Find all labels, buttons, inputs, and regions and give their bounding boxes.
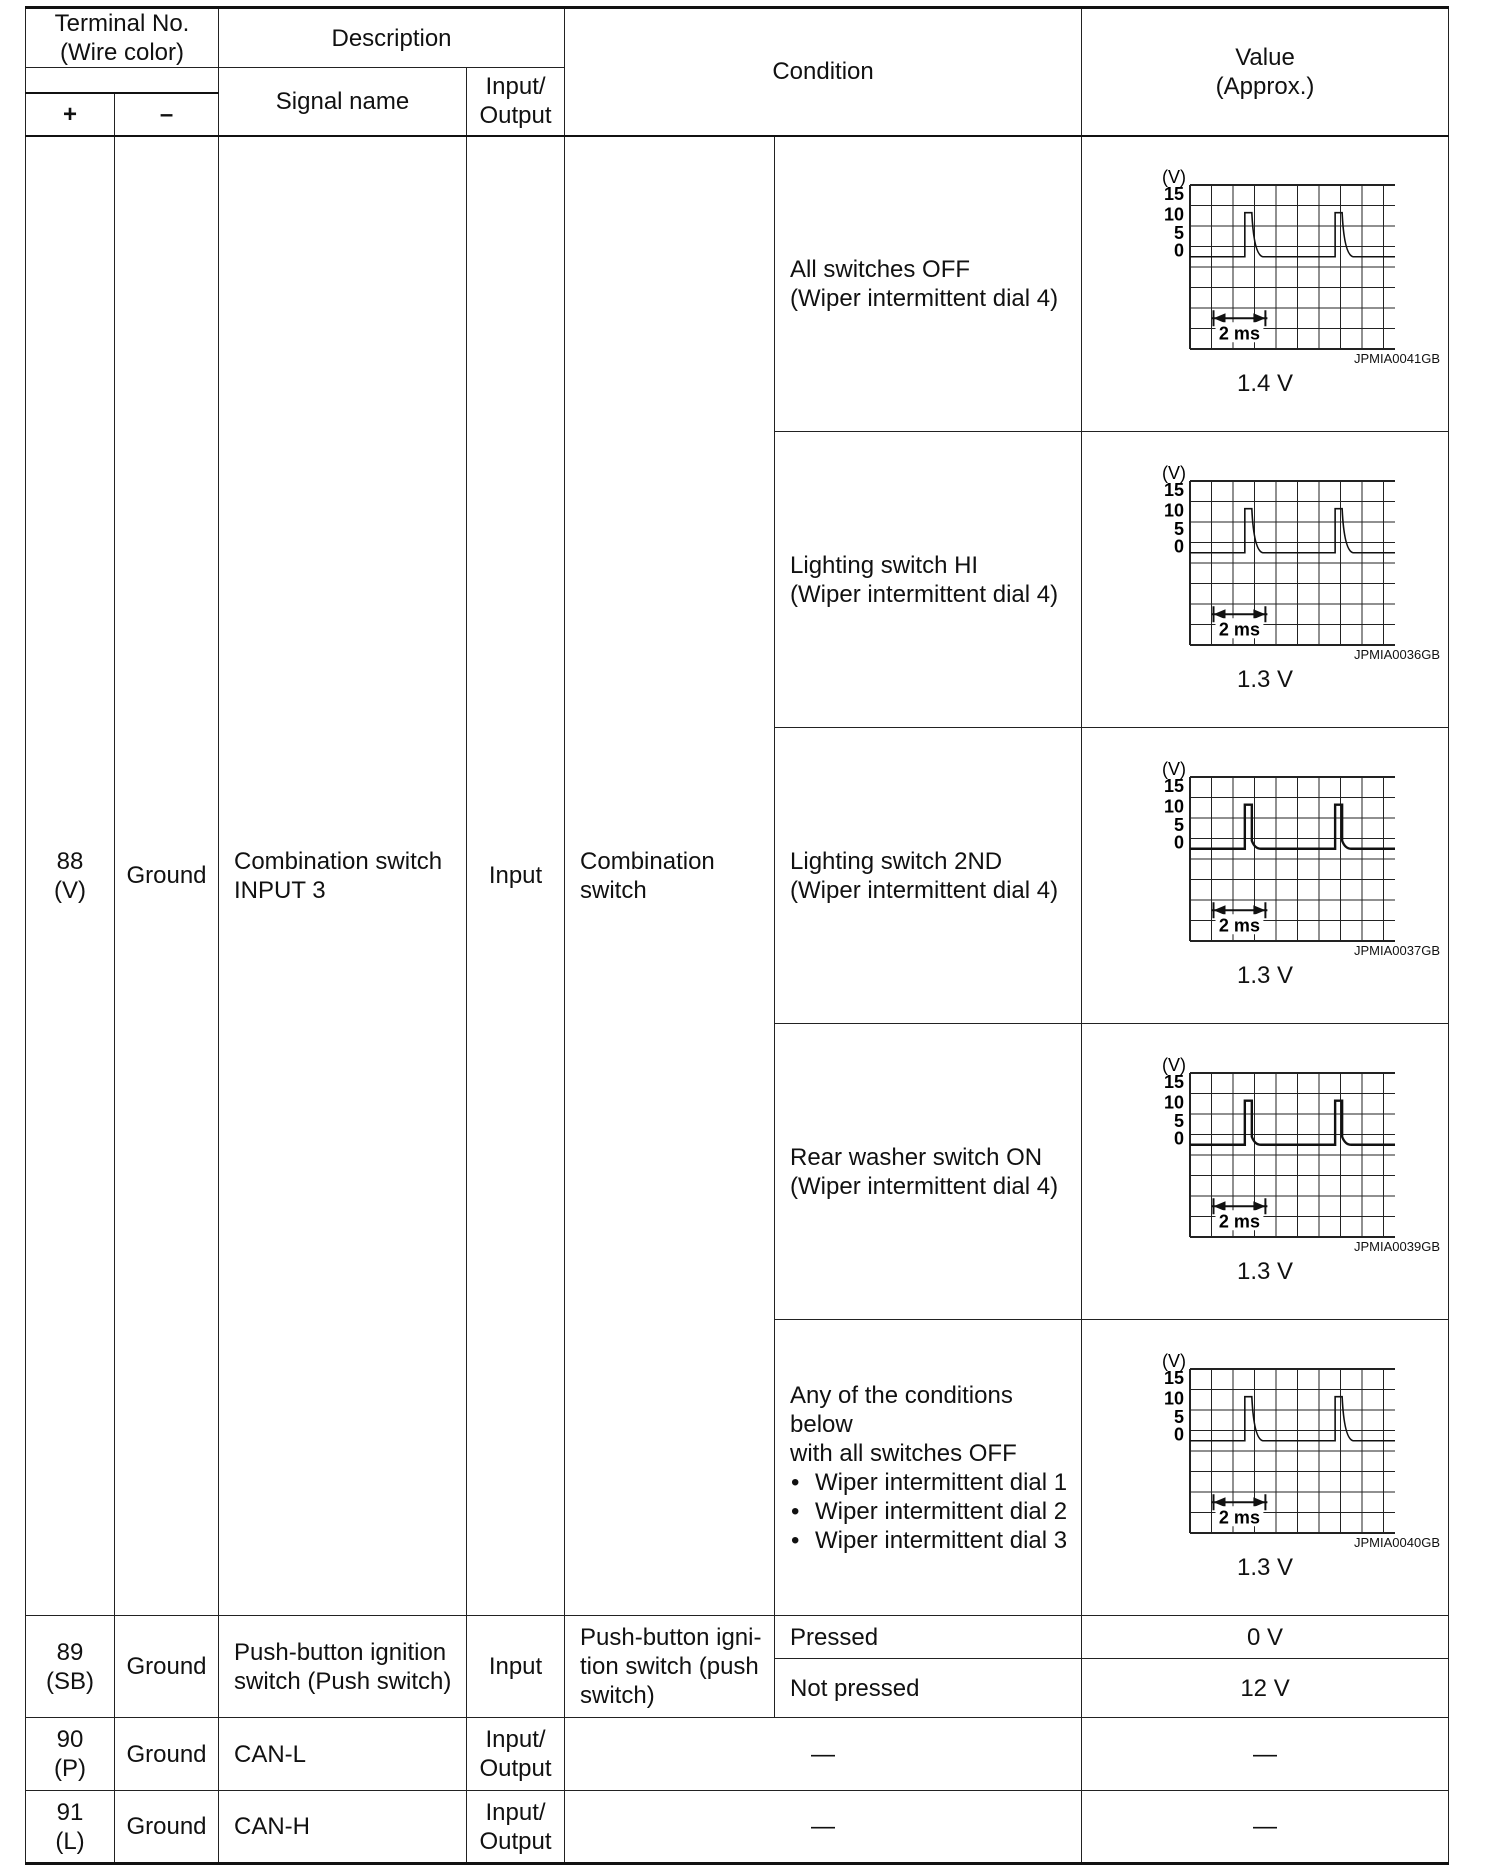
io-91: Input/ Output [467,1791,565,1864]
axis-tick-label: 10 [1163,796,1185,817]
value-text: 1.3 V [1236,962,1294,989]
time-scale-label: 2 ms [1218,1211,1260,1232]
header-value: Value (Approx.) [1082,8,1449,136]
waveform-graph [1135,1351,1395,1541]
value-88-2 [1082,728,1449,1024]
waveform-graph [1135,759,1395,949]
subcondition-88-0: All switches OFF (Wiper intermittent dial 4) [775,136,1082,432]
subcondition-88-3: Rear washer switch ON (Wiper intermittent dial 4) [775,1024,1082,1320]
condition-90: — [565,1718,1082,1791]
condition-group-89: Push-button igni- tion switch (push switch) [565,1616,775,1718]
header-minus: – [115,93,219,136]
axis-unit-label: (V) [1162,1055,1187,1075]
header-plus: + [26,93,115,136]
value-text: 1.3 V [1236,1258,1294,1285]
value-88-1 [1082,432,1449,728]
axis-tick-label: 10 [1163,500,1185,521]
value-text: 1.3 V [1236,1554,1294,1581]
signal-89: Push-button ignition switch (Push switch) [219,1616,467,1718]
axis-unit-label: (V) [1162,1351,1187,1371]
value-text: 1.4 V [1236,370,1294,398]
value-91: — [1082,1791,1449,1864]
waveform-trace [1190,1397,1395,1441]
axis-unit-label: (V) [1162,759,1187,779]
figure-id: JPMIA0037GB [1354,943,1441,958]
dial-bullet-list [790,1468,1075,1555]
condition-91: — [565,1791,1082,1864]
figure-id: JPMIA0036GB [1354,647,1441,662]
axis-tick-label: 5 [1174,519,1185,539]
time-scale-label: 2 ms [1218,915,1260,936]
terminal-90: 90 (P) [26,1718,115,1791]
signal-90: CAN-L [219,1718,467,1791]
value-88-3 [1082,1024,1449,1320]
axis-tick-label: 15 [1163,776,1185,796]
terminal-89: 89 (SB) [26,1616,115,1718]
value-88-4 [1082,1320,1449,1616]
value-pressed: 0 V [1082,1616,1449,1659]
axis-tick-label: 0 [1174,536,1185,557]
waveform-trace [1190,1101,1395,1145]
axis-unit-label: (V) [1162,167,1187,188]
state-pressed: Pressed [775,1616,1082,1659]
header-input-output: Input/ Output [467,68,565,136]
axis-tick-label: 10 [1163,1092,1185,1113]
bullet-item: • Wiper intermittent dial 2 [790,1497,1075,1526]
waveform-trace [1190,509,1395,553]
signal-91: CAN-H [219,1791,467,1864]
header-signal-name: Signal name [219,68,467,136]
axis-tick-label: 0 [1174,832,1185,853]
figure-id: JPMIA0041GB [1354,351,1441,367]
terminal-spec-table [25,6,1449,1865]
terminal-91: 91 (L) [26,1791,115,1864]
axis-tick-label: 10 [1163,204,1185,225]
bullet-item: • Wiper intermittent dial 3 [790,1526,1075,1555]
subcondition-88-1: Lighting switch HI (Wiper intermittent dial 4) [775,432,1082,728]
axis-tick-label: 15 [1163,184,1185,205]
waveform-graph [1135,463,1395,653]
waveform-graph [1135,1055,1395,1245]
figure-id: JPMIA0039GB [1354,1239,1441,1254]
axis-tick-label: 0 [1174,1424,1185,1445]
state-not-pressed: Not pressed [775,1659,1082,1718]
terminal-88: 88 (V) [26,136,115,1616]
io-88: Input [467,136,565,1616]
axis-tick-label: 5 [1174,1407,1185,1427]
subcondition-88-4: Any of the conditions below with all switches OFF • Wiper intermittent dial 1 • Wiper intermittent dial 2 • Wiper intermittent dial 3 [775,1320,1082,1616]
waveform-graph [1135,167,1395,357]
axis-tick-label: 5 [1174,1111,1185,1131]
value-not-pressed: 12 V [1082,1659,1449,1718]
axis-unit-label: (V) [1162,463,1187,483]
header-description: Description [219,8,565,68]
time-scale-label: 2 ms [1218,323,1260,344]
value-90: — [1082,1718,1449,1791]
axis-tick-label: 0 [1174,1128,1185,1149]
time-scale-label: 2 ms [1218,1507,1260,1528]
header-terminal-spacer [26,68,219,93]
axis-tick-label: 15 [1163,1368,1185,1388]
header-terminal-no: Terminal No. (Wire color) [26,8,219,68]
header-condition: Condition [565,8,1082,136]
ground-89: Ground [115,1616,219,1718]
axis-tick-label: 5 [1174,223,1185,244]
axis-tick-label: 10 [1163,1388,1185,1409]
ground-91: Ground [115,1791,219,1864]
axis-tick-label: 15 [1163,1072,1185,1092]
signal-88: Combination switch INPUT 3 [219,136,467,1616]
axis-tick-label: 5 [1174,815,1185,835]
ground-88: Ground [115,136,219,1616]
value-88-0 [1082,136,1449,432]
figure-id: JPMIA0040GB [1354,1535,1441,1550]
bullet-item: • Wiper intermittent dial 1 [790,1468,1075,1497]
value-text: 1.3 V [1236,666,1294,693]
waveform-trace [1190,213,1395,257]
axis-tick-label: 0 [1174,240,1185,261]
subcondition-88-2: Lighting switch 2ND (Wiper intermittent dial 4) [775,728,1082,1024]
io-90: Input/ Output [467,1718,565,1791]
axis-tick-label: 15 [1163,480,1185,500]
waveform-trace [1190,805,1395,849]
condition-group-88: Combination switch [565,136,775,1616]
io-89: Input [467,1616,565,1718]
time-scale-label: 2 ms [1218,619,1260,640]
ground-90: Ground [115,1718,219,1791]
